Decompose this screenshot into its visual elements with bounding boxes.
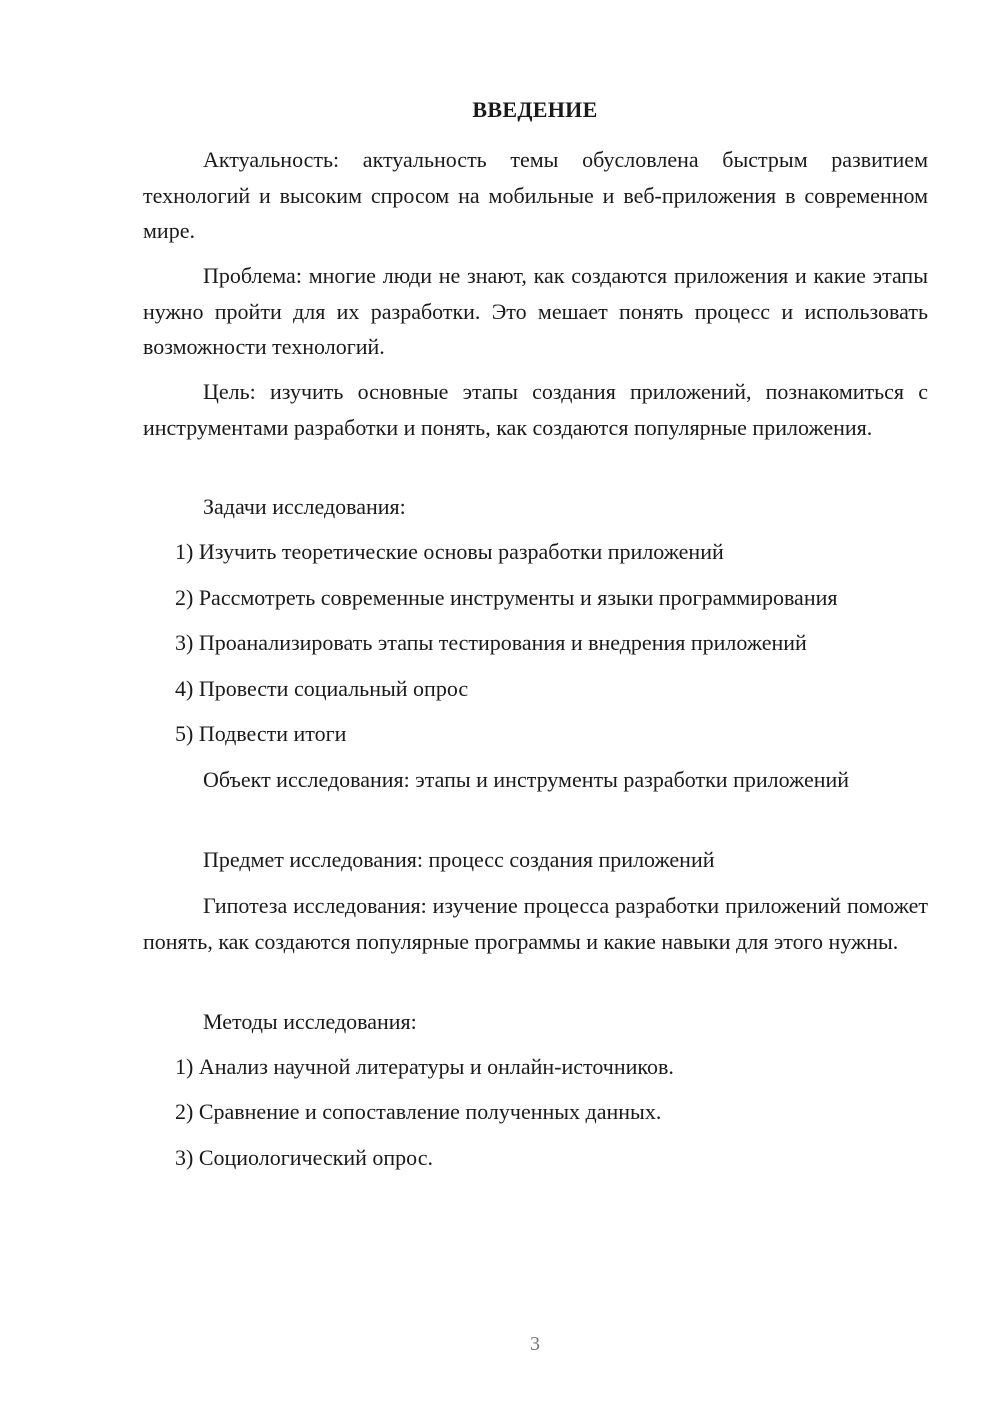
problem-paragraph: Проблема: многие люди не знают, как создаются приложения и какие этапы нужно пройти для их разработки. Это мешает понять процесс и использовать возможности технологий.	[143, 263, 928, 359]
task-item: 4) Провести социальный опрос	[175, 676, 469, 701]
task-item: 2) Рассмотреть современные инструменты и языки программирования	[175, 585, 838, 610]
hypothesis-paragraph: Гипотеза исследования: изучение процесса разработки приложений поможет понять, как создаются популярные программы и какие навыки для этого нужны.	[143, 893, 928, 954]
method-item: 3) Социологический опрос.	[175, 1145, 433, 1170]
relevance-paragraph: Актуальность: актуальность темы обусловлена быстрым развитием технологий и высоким спросом на мобильные и веб-приложения в современном мире.	[143, 147, 928, 243]
task-item: 5) Подвести итоги	[175, 721, 347, 746]
page-number: 3	[530, 1333, 540, 1355]
object-paragraph: Объект исследования: этапы и инструменты разработки приложений	[203, 767, 850, 792]
method-item: 2) Сравнение и сопоставление полученных данных.	[175, 1099, 662, 1124]
task-item: 1) Изучить теоретические основы разработки приложений	[175, 539, 724, 564]
tasks-title: Задачи исследования:	[203, 494, 406, 519]
task-item: 3) Проанализировать этапы тестирования и внедрения приложений	[175, 630, 807, 655]
page-title: ВВЕДЕНИЕ	[472, 97, 598, 122]
goal-paragraph: Цель: изучить основные этапы создания приложений, познакомиться с инструментами разработки и понять, как создаются популярные приложения.	[143, 379, 928, 440]
subject-line: Предмет исследования: процесс создания приложений	[203, 847, 715, 872]
methods-title: Методы исследования:	[203, 1009, 417, 1034]
method-item: 1) Анализ научной литературы и онлайн-источников.	[175, 1054, 674, 1079]
